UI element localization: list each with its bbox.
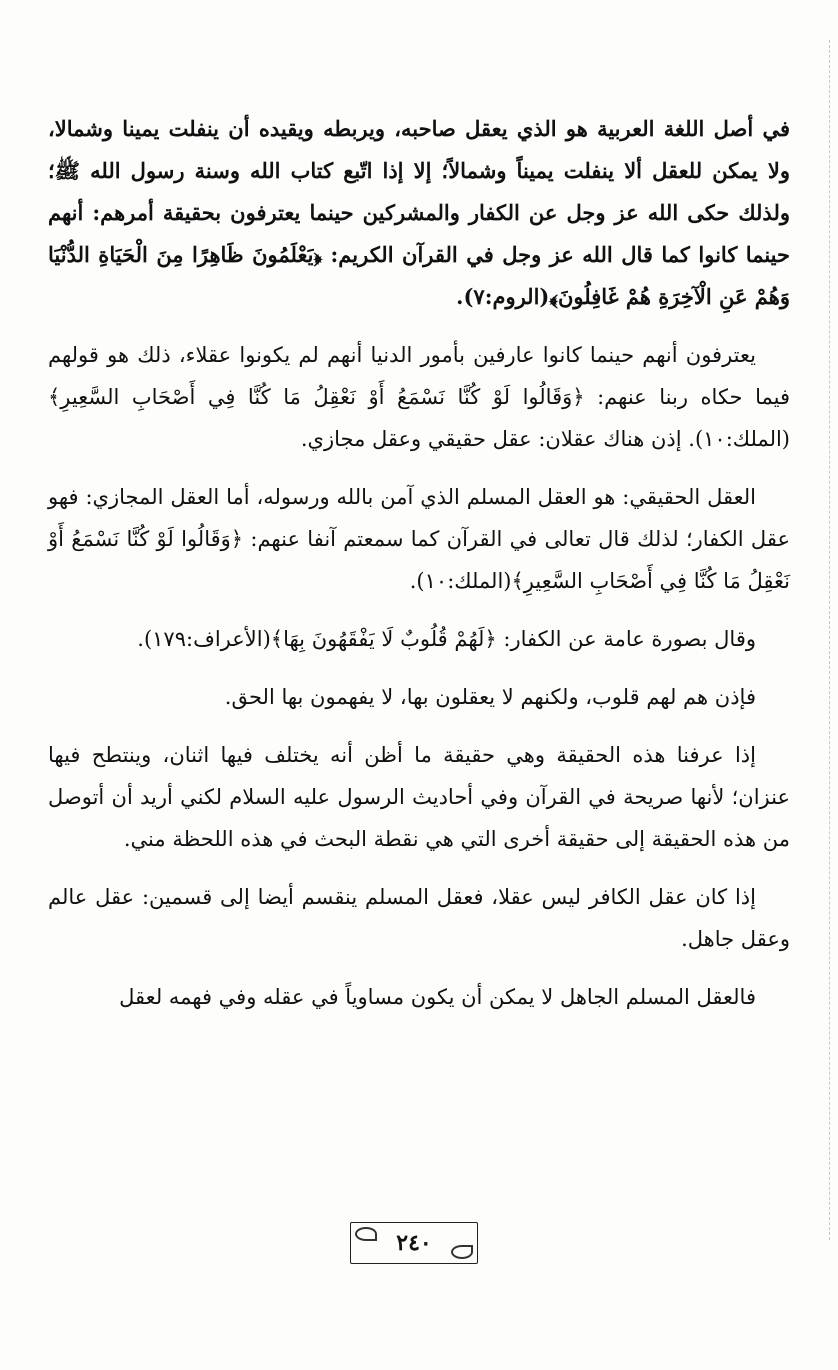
paragraph-8: فالعقل المسلم الجاهل لا يمكن أن يكون مساوياً في عقله وفي فهمه لعقل	[119, 985, 756, 1009]
paragraph-4: وقال بصورة عامة عن الكفار: ﴿لَهُمْ قُلُوبٌ لَا يَفْقَهُونَ بِهَا﴾(الأعراف:١٧٩).	[137, 627, 756, 651]
paragraph-1: في أصل اللغة العربية هو الذي يعقل صاحبه، ويربطه ويقيده أن ينفلت يمينا وشمالا، ولا يمكن للعقل ألا ينفلت يميناً وشمالاً؛ إلا إذا اتّبع كتاب الله وسنة رسول الله ﷺ؛ ولذلك حكى الله عز وجل عن الكفار والمشركين حينما يعترفون بحقيقة أمرهم: أنهم حينما كانوا كما قال الله عز وجل في القرآن الكريم: ﴿يَعْلَمُونَ ظَاهِرًا مِنَ الْحَيَاةِ الدُّنْيَا وَهُمْ عَنِ الْآخِرَةِ هُمْ غَافِلُونَ﴾(الروم:٧).	[48, 116, 790, 309]
body-text	[48, 108, 790, 1034]
paragraph-3: العقل الحقيقي: هو العقل المسلم الذي آمن بالله ورسوله، أما العقل المجازي: فهو عقل الكفار؛ لذلك قال تعالى في القرآن كما سمعتم آنفا عنهم: ﴿وَقَالُوا لَوْ كُنَّا نَسْمَعُ أَوْ نَعْقِلُ مَا كُنَّا فِي أَصْحَابِ السَّعِيرِ﴾(الملك:١٠).	[48, 485, 790, 593]
paragraph-5: فإذن هم لهم قلوب، ولكنهم لا يعقلون بها، لا يفهمون بها الحق.	[224, 685, 756, 709]
page-edge-line	[828, 40, 830, 1240]
page-number-frame	[350, 1222, 478, 1264]
paragraph-7: إذا كان عقل الكافر ليس عقلا، فعقل المسلم ينقسم أيضا إلى قسمين: عقل عالم وعقل جاهل.	[48, 885, 790, 951]
page-number: ٢٤٠	[396, 1230, 432, 1256]
paragraph-2: يعترفون أنهم حينما كانوا عارفين بأمور الدنيا أنهم لم يكونوا عقلاء، ذلك هو قولهم فيما حكاه ربنا عنهم: ﴿وَقَالُوا لَوْ كُنَّا نَسْمَعُ أَوْ نَعْقِلُ مَا كُنَّا فِي أَصْحَابِ السَّعِيرِ﴾(الملك:١٠). إذن هناك عقلان: عقل حقيقي وعقل مجازي.	[48, 343, 790, 451]
paragraph-6: إذا عرفنا هذه الحقيقة وهي حقيقة ما أظن أنه يختلف فيها اثنان، وينتطح فيها عنزان؛ لأنها صريحة في القرآن وفي أحاديث الرسول عليه السلام لكني أريد أن أتوصل من هذه الحقيقة إلى حقيقة أخرى التي هي نقطة البحث في هذه اللحظة مني.	[48, 743, 790, 851]
